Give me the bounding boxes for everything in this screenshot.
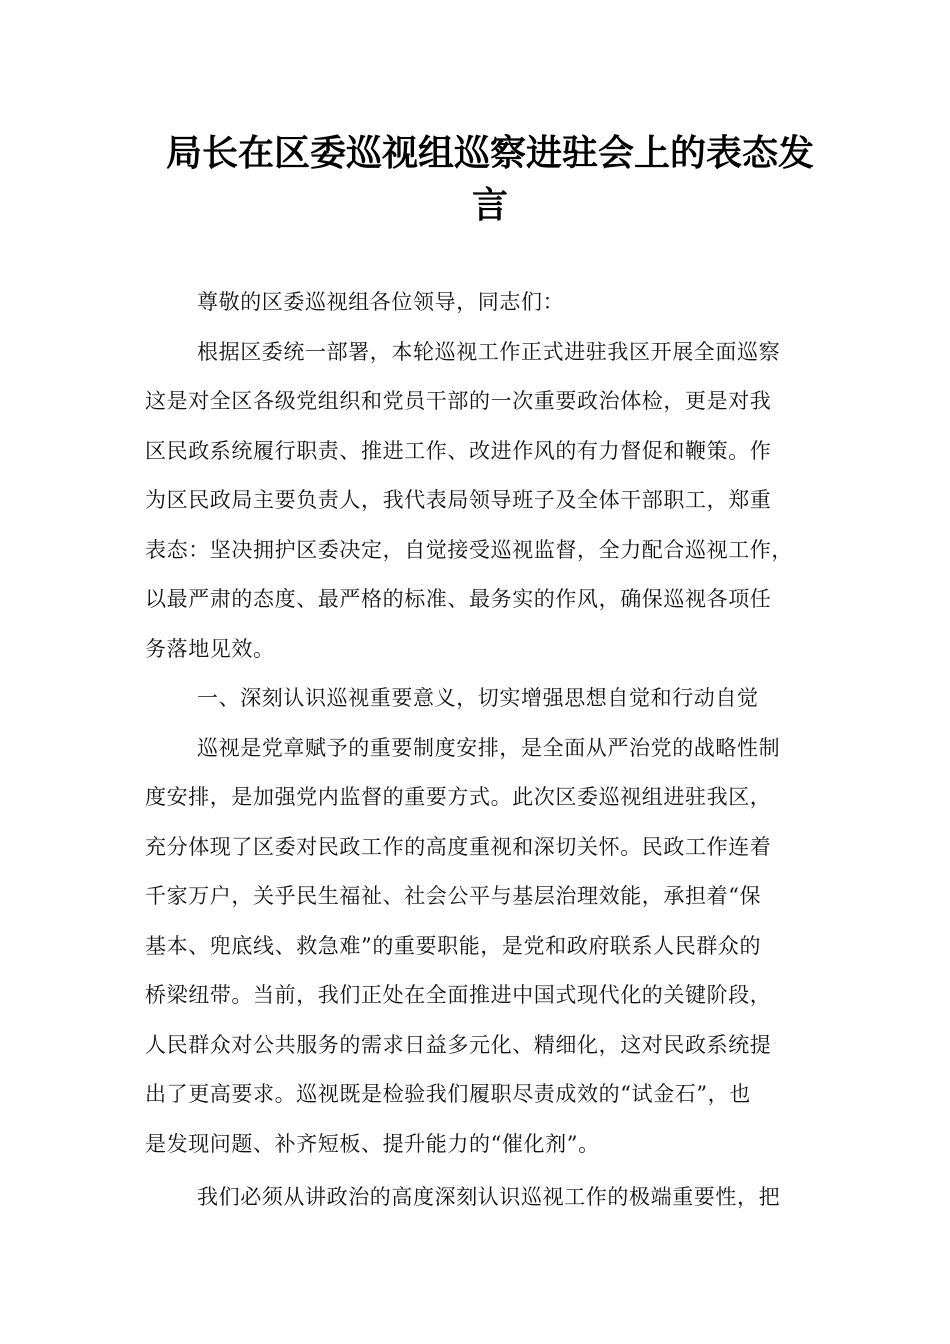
paragraph-line: 是发现问题、补齐短板、提升能力的“催化剂”。 (145, 1131, 600, 1156)
paragraph-line: 基本、兜底线、救急难”的重要职能，是党和政府联系人民群众的 (145, 933, 762, 958)
salutation-paragraph (145, 278, 825, 328)
paragraph-line: 人民群众对公共服务的需求日益多元化、精细化，这对民政系统提 (145, 1032, 772, 1057)
title-line: 言 (471, 185, 508, 226)
paragraph-intro (145, 328, 825, 675)
section-heading-paragraph (145, 674, 825, 724)
paragraph-political (145, 1173, 825, 1223)
paragraph-line: 表态：坚决拥护区委决定，自觉接受巡视监督，全力配合巡视工作， (145, 537, 793, 562)
paragraph-line: 这是对全区各级党组织和党员干部的一次重要政治体检，更是对我 (145, 389, 772, 413)
document-body (145, 278, 825, 1223)
paragraph-line: 根据区委统一部署，本轮巡视工作正式进驻我区开展全面巡察 (197, 339, 781, 364)
document-title (145, 128, 835, 232)
salutation: 尊敬的区委巡视组各位领导，同志们： (197, 290, 565, 314)
paragraph-line: 巡视是党章赋予的重要制度安排，是全面从严治党的战略性制 (197, 735, 781, 760)
paragraph-line: 出了更高要求。巡视既是检验我们履职尽责成效的“试金石”，也 (145, 1082, 751, 1106)
paragraph-line: 我们必须从讲政治的高度深刻认识巡视工作的极端重要性，把 (197, 1185, 781, 1209)
paragraph-line: 以最严肃的态度、最严格的标准、最务实的作风，确保巡视各项任 (145, 587, 772, 611)
title-line: 局长在区委巡视组巡察进驻会上的表态发 (165, 133, 814, 174)
paragraph-line: 务落地见效。 (145, 636, 275, 661)
paragraph-line: 桥梁纽带。当前，我们正处在全面推进中国式现代化的关键阶段， (145, 983, 772, 1007)
paragraph-line: 为区民政局主要负责人，我代表局领导班子及全体干部职工，郑重 (145, 488, 772, 512)
paragraph-line: 度安排，是加强党内监督的重要方式。此次区委巡视组进驻我区， (145, 785, 772, 809)
paragraph-line: 千家万户，关乎民生福祉、社会公平与基层治理效能，承担着“保 (145, 884, 762, 908)
section-heading: 一、深刻认识巡视重要意义，切实增强思想自觉和行动自觉 (197, 686, 759, 710)
paragraph-significance (145, 724, 825, 1170)
paragraph-line: 充分体现了区委对民政工作的高度重视和深切关怀。民政工作连着 (145, 834, 772, 859)
paragraph-line: 区民政系统履行职责、推进工作、改进作风的有力督促和鞭策。作 (145, 438, 772, 463)
